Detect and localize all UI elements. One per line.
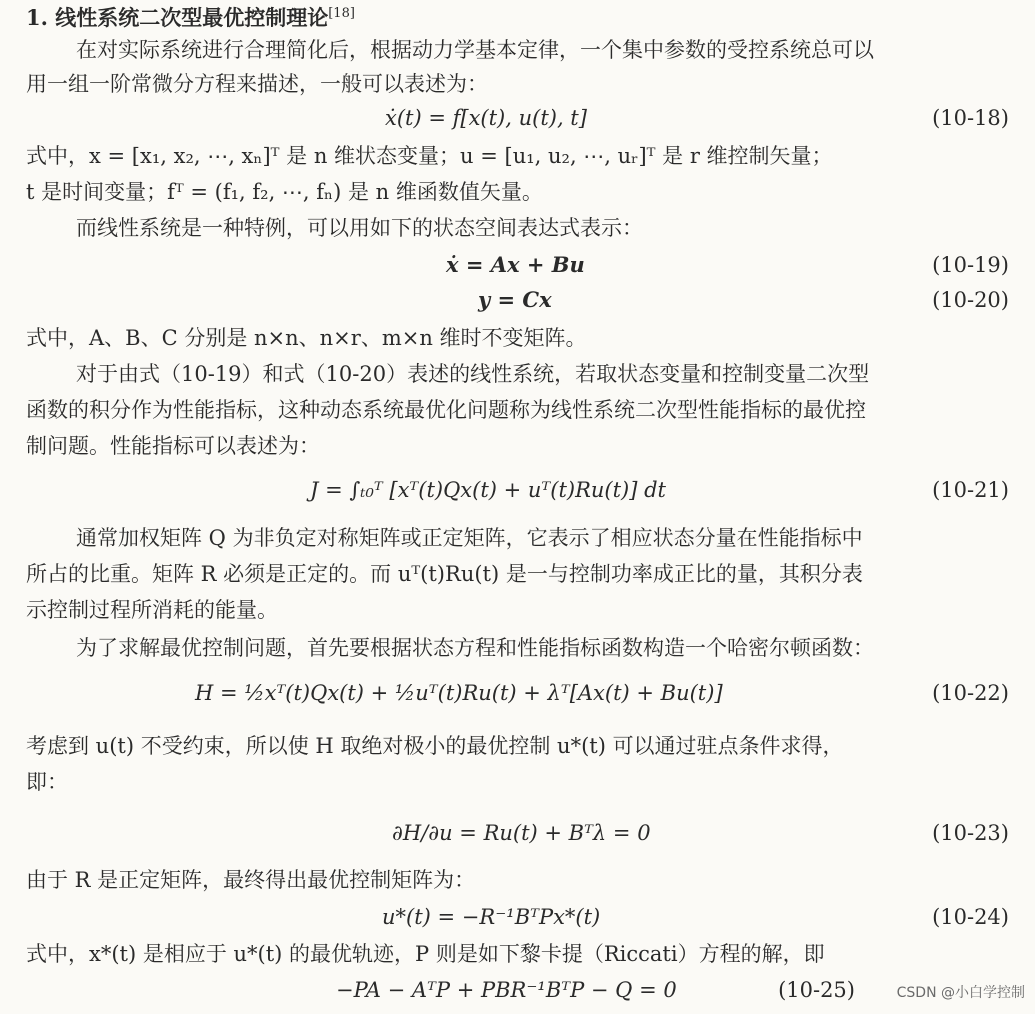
- equation-10-24: u*(t) = −R⁻¹BᵀPx*(t): [382, 905, 601, 929]
- paragraph-line: 即：: [26, 770, 68, 794]
- equation-number: (10-19): [932, 253, 1009, 277]
- equation-number: (10-22): [932, 681, 1009, 705]
- equation-number: (10-24): [932, 905, 1009, 929]
- paragraph-line: 示控制过程所消耗的能量。: [26, 598, 278, 622]
- paragraph-line: 式中，A、B、C 分别是 n×n、n×r、m×n 维时不变矩阵。: [26, 326, 587, 350]
- citation: [18]: [328, 6, 355, 21]
- equation-number: (10-20): [932, 288, 1009, 312]
- paragraph-line: 式中，x = [x₁, x₂, ⋯, xₙ]ᵀ 是 n 维状态变量；u = [u₁, u₂, ⋯, uᵣ]ᵀ 是 r 维控制矢量；: [26, 144, 833, 168]
- paragraph-line: 为了求解最优控制问题，首先要根据状态方程和性能指标函数构造一个哈密尔顿函数：: [76, 636, 874, 660]
- equation-number: (10-21): [932, 478, 1009, 502]
- paragraph-line: 由于 R 是正定矩阵，最终得出最优控制矩阵为：: [26, 868, 476, 892]
- paragraph-line: 对于由式（10-19）和式（10-20）表述的线性系统，若取状态变量和控制变量二次型: [76, 362, 870, 386]
- paragraph-line: 制问题。性能指标可以表述为：: [26, 434, 320, 458]
- paragraph-line: 所占的比重。矩阵 R 必须是正定的。而 uᵀ(t)Ru(t) 是一与控制功率成正比的量，其积分表: [26, 562, 863, 586]
- equation-10-23: ∂H/∂u = Ru(t) + Bᵀλ = 0: [392, 821, 651, 845]
- equation-10-18: ẋ(t) = f[x(t), u(t), t]: [385, 106, 587, 130]
- paragraph-line: 而线性系统是一种特例，可以用如下的状态空间表达式表示：: [76, 216, 643, 240]
- equation-10-21: J = ∫ₜ₀ᵀ [xᵀ(t)Qx(t) + uᵀ(t)Ru(t)] dt: [310, 478, 666, 502]
- paragraph-line: 用一组一阶常微分方程来描述，一般可以表述为：: [26, 72, 488, 96]
- watermark: CSDN @小白学控制: [896, 985, 1025, 1001]
- paragraph-line: 在对实际系统进行合理简化后，根据动力学基本定律，一个集中参数的受控系统总可以: [76, 38, 874, 62]
- equation-number: (10-25): [778, 978, 855, 1002]
- paragraph-line: 式中，x*(t) 是相应于 u*(t) 的最优轨迹，P 则是如下黎卡提（Riccati）方程的解，即: [26, 942, 825, 966]
- paragraph-line: t 是时间变量；fᵀ = (f₁, f₂, ⋯, fₙ) 是 n 维函数值矢量。: [26, 180, 543, 204]
- equation-number: (10-23): [932, 821, 1009, 845]
- equation-number: (10-18): [932, 106, 1009, 130]
- equation-10-20: y = Cx: [478, 287, 552, 312]
- paragraph-line: 通常加权矩阵 Q 为非负定对称矩阵或正定矩阵，它表示了相应状态分量在性能指标中: [76, 526, 863, 550]
- equation-10-25: −PA − AᵀP + PBR⁻¹BᵀP − Q = 0: [336, 978, 677, 1002]
- equation-10-22: H = ½xᵀ(t)Qx(t) + ½uᵀ(t)Ru(t) + λᵀ[Ax(t) + Bu(t)]: [195, 681, 723, 705]
- equation-10-19: ẋ = Ax + Bu: [446, 252, 585, 277]
- section-title: 1. 线性系统二次型最优控制理论[18]: [26, 5, 355, 30]
- paragraph-line: 函数的积分作为性能指标，这种动态系统最优化问题称为线性系统二次型性能指标的最优控: [26, 398, 866, 422]
- paragraph-line: 考虑到 u(t) 不受约束，所以使 H 取绝对极小的最优控制 u*(t) 可以通过驻点条件求得，: [26, 734, 844, 758]
